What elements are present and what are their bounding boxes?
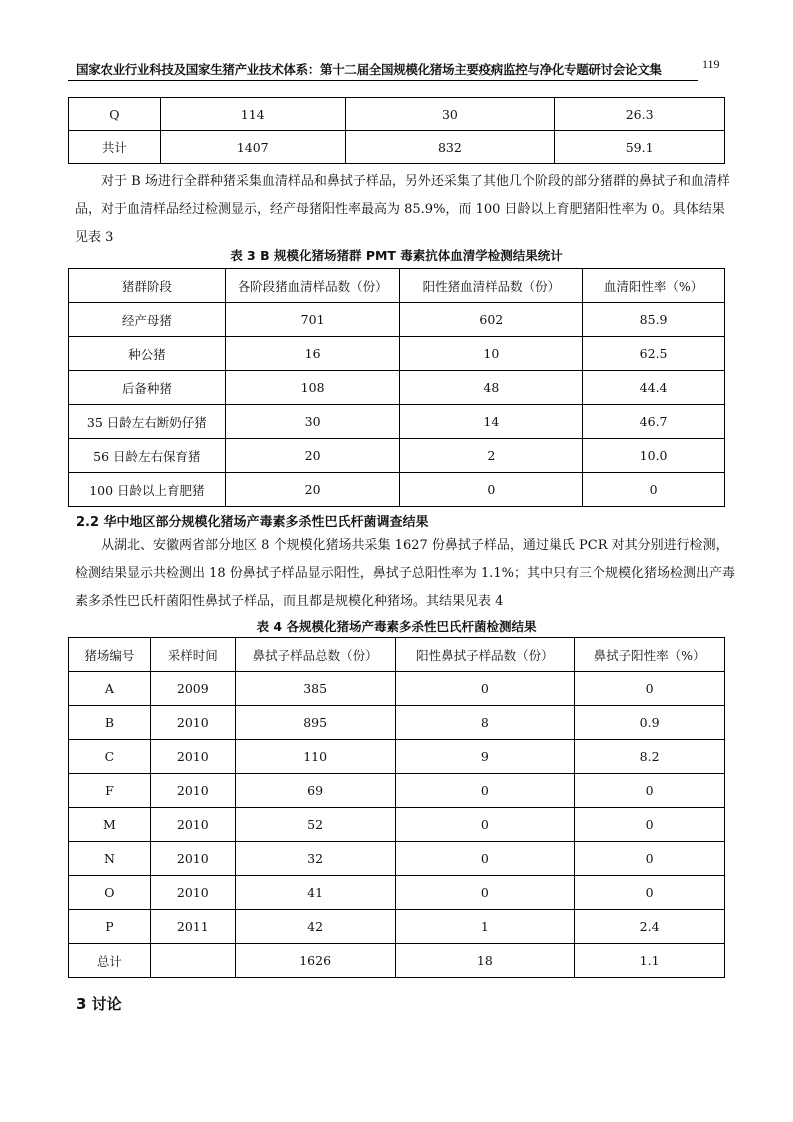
table-cell: 41 (235, 876, 395, 910)
table-cell: 0 (395, 672, 575, 706)
table-cell: 经产母猪 (69, 303, 226, 337)
table-cell: 2 (400, 439, 583, 473)
page-number: 119 (702, 57, 720, 71)
table-cell: 猪群阶段 (69, 269, 226, 303)
table-continued (68, 97, 725, 164)
table-cell: 2009 (150, 672, 235, 706)
table-cell: 1626 (235, 944, 395, 978)
table-cell: 385 (235, 672, 395, 706)
table-cell: 血清阳性率（%） (583, 269, 725, 303)
table-cell: 0 (583, 473, 725, 507)
table-cell: 鼻拭子样品总数（份） (235, 638, 395, 672)
table-row (69, 672, 725, 706)
table-row (69, 439, 725, 473)
table-row (69, 808, 725, 842)
table-cell: N (69, 842, 151, 876)
table-cell: 1 (395, 910, 575, 944)
table-row (69, 910, 725, 944)
table-cell: 种公猪 (69, 337, 226, 371)
table-cell: 56 日龄左右保育猪 (69, 439, 226, 473)
table-cell: 32 (235, 842, 395, 876)
table-cell: 2010 (150, 774, 235, 808)
table-cell: 2010 (150, 740, 235, 774)
header-rule (68, 80, 698, 81)
table-row (69, 473, 725, 507)
table-cell: 100 日龄以上育肥猪 (69, 473, 226, 507)
table-row (69, 131, 725, 164)
table-cell: 16 (225, 337, 400, 371)
table-cell: 共计 (69, 131, 161, 164)
table-cell: 602 (400, 303, 583, 337)
table-cell: 猪场编号 (69, 638, 151, 672)
table-cell: O (69, 876, 151, 910)
table-row (69, 98, 725, 131)
table-cell: C (69, 740, 151, 774)
table-cell: 48 (400, 371, 583, 405)
table-cell: 114 (160, 98, 345, 131)
table-cell: 30 (345, 98, 555, 131)
table-cell: 2010 (150, 876, 235, 910)
table-row (69, 842, 725, 876)
table-cell: 0 (395, 774, 575, 808)
table-cell: 2.4 (575, 910, 725, 944)
table-4 (68, 637, 725, 978)
table-header-row (69, 638, 725, 672)
table-row (69, 774, 725, 808)
table-row (69, 944, 725, 978)
table-cell: 0 (575, 842, 725, 876)
table-cell: 701 (225, 303, 400, 337)
table-cell: 30 (225, 405, 400, 439)
table-cell: 0.9 (575, 706, 725, 740)
table-cell: F (69, 774, 151, 808)
running-header: 国家农业行业科技及国家生猪产业技术体系：第十二届全国规模化猪场主要疫病监控与净化专题研讨会论文集 (76, 62, 662, 77)
table-cell: 2010 (150, 842, 235, 876)
table-cell: 0 (575, 774, 725, 808)
table-cell: A (69, 672, 151, 706)
paragraph-1: 对于 B 场进行全群种猪采集血清样品和鼻拭子样品，另外还采集了其他几个阶段的部分猪群的鼻拭子和血清样品，对于血清样品经过检测显示，经产母猪阳性率最高为 85.9%，而 100 日龄以上育肥猪阳性率为 0。具体结果见表 3 (75, 174, 730, 245)
table-cell: 110 (235, 740, 395, 774)
table-cell: 2010 (150, 706, 235, 740)
table-cell: 0 (400, 473, 583, 507)
table-cell: 8.2 (575, 740, 725, 774)
table-cell: 62.5 (583, 337, 725, 371)
table-cell: 0 (575, 672, 725, 706)
table-cell: 895 (235, 706, 395, 740)
section-heading-3: 3 讨论 (76, 995, 122, 1013)
table-3 (68, 268, 725, 507)
table-cell: 2010 (150, 808, 235, 842)
table-cell: 0 (395, 876, 575, 910)
table-cell: 20 (225, 473, 400, 507)
table-cell: 9 (395, 740, 575, 774)
table-cell: 35 日龄左右断奶仔猪 (69, 405, 226, 439)
table-row (69, 706, 725, 740)
table-cell: M (69, 808, 151, 842)
table-cell: 85.9 (583, 303, 725, 337)
table-cell: 0 (395, 808, 575, 842)
table-cell: 采样时间 (150, 638, 235, 672)
table-cell: 阳性猪血清样品数（份） (400, 269, 583, 303)
table-row (69, 740, 725, 774)
table-cell: 10.0 (583, 439, 725, 473)
table-row (69, 303, 725, 337)
table-row (69, 371, 725, 405)
table-cell: 108 (225, 371, 400, 405)
table-cell: 后备种猪 (69, 371, 226, 405)
table-cell: 0 (395, 842, 575, 876)
table-cell: 46.7 (583, 405, 725, 439)
table-cell: 0 (575, 876, 725, 910)
table3-caption: 表 3 B 规模化猪场猪群 PMT 毒素抗体血清学检测结果统计 (230, 248, 563, 263)
table-cell: 52 (235, 808, 395, 842)
table-row (69, 405, 725, 439)
table-cell: 18 (395, 944, 575, 978)
table-cell: 1.1 (575, 944, 725, 978)
table-cell: 44.4 (583, 371, 725, 405)
table-cell: 阳性鼻拭子样品数（份） (395, 638, 575, 672)
paragraph-2: 从湖北、安徽两省部分地区 8 个规模化猪场共采集 1627 份鼻拭子样品，通过巢氏 PCR 对其分别进行检测，检测结果显示共检测出 18 份鼻拭子样品显示阳性，鼻拭子总阳性率为 1.1%；其中只有三个规模化猪场检测出产毒素多杀性巴氏杆菌阳性鼻拭子样品，而且都是规模化种猪场。其结果见表 4 (75, 538, 735, 609)
table-cell: P (69, 910, 151, 944)
table-cell: 59.1 (555, 131, 725, 164)
table-cell: 26.3 (555, 98, 725, 131)
table4-caption: 表 4 各规模化猪场产毒素多杀性巴氏杆菌检测结果 (256, 619, 537, 634)
table-cell (150, 944, 235, 978)
table-cell: 0 (575, 808, 725, 842)
table-cell: 832 (345, 131, 555, 164)
table-row (69, 876, 725, 910)
table-cell: 14 (400, 405, 583, 439)
table-header-row (69, 269, 725, 303)
table-cell: 69 (235, 774, 395, 808)
table-cell: 10 (400, 337, 583, 371)
table-cell: 1407 (160, 131, 345, 164)
table-cell: 8 (395, 706, 575, 740)
table-cell: Q (69, 98, 161, 131)
table-cell: 总计 (69, 944, 151, 978)
table-cell: 鼻拭子阳性率（%） (575, 638, 725, 672)
table-cell: 20 (225, 439, 400, 473)
table-cell: B (69, 706, 151, 740)
section-heading-2-2: 2.2 华中地区部分规模化猪场产毒素多杀性巴氏杆菌调查结果 (76, 515, 429, 530)
table-cell: 各阶段猪血清样品数（份） (225, 269, 400, 303)
table-row (69, 337, 725, 371)
table-cell: 2011 (150, 910, 235, 944)
table-cell: 42 (235, 910, 395, 944)
